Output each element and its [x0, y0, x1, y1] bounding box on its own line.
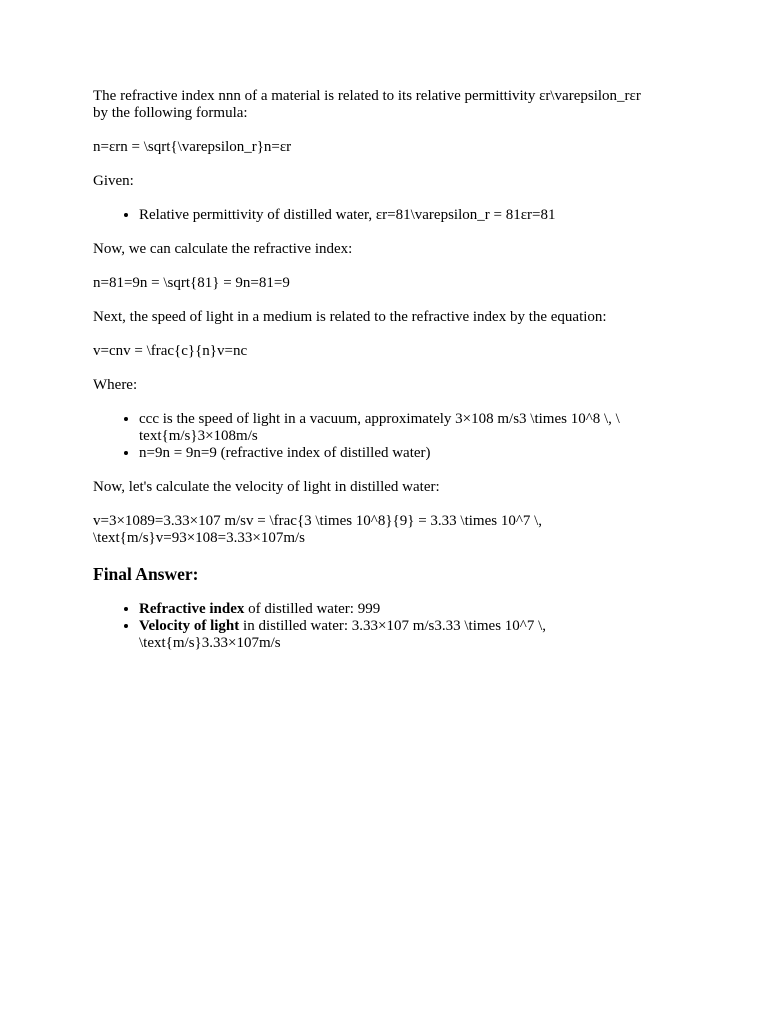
intro-paragraph — [93, 88, 672, 122]
given-list — [93, 207, 672, 224]
final-item-1-rest: of distilled water: 999 — [244, 601, 381, 617]
final-answer-list — [93, 601, 672, 652]
formula-4-line-2: \text{m/s}v=93×108=3.33×107m/s — [93, 530, 305, 546]
where-item-1-line-2: text{m/s}3×108m/s — [139, 428, 258, 444]
given-list-item: • Relative permittivity of distilled water, εr=81\varepsilon_r = 81εr=81 — [139, 207, 672, 224]
formula-4-line-1: v=3×1089=3.33×107 m/sv = \frac{3 \times 10^8}{9} = 3.33 \times 10^7 \, — [93, 513, 543, 529]
formula-velocity-calc — [93, 513, 672, 547]
formula-velocity: v=cnv = \frac{c}{n}v=nc — [93, 343, 248, 359]
given-label: Given: — [93, 173, 134, 189]
final-answer-item-velocity — [139, 618, 672, 652]
final-answer-item-refractive — [139, 601, 672, 618]
speed-paragraph: Next, the speed of light in a medium is related to the refractive index by the equation: — [93, 309, 607, 325]
where-list-item-c — [139, 411, 672, 445]
velocity-intro: Now, let's calculate the velocity of light in distilled water: — [93, 479, 440, 495]
where-item-1-line-1: • ccc is the speed of light in a vacuum, approximately 3×108 m/s3 \times 10^8 \, \ — [139, 411, 620, 427]
intro-line-1: The refractive index nnn of a material is related to its relative permittivity εr\varepsilon_rεr — [93, 88, 641, 104]
final-item-2-bold: Velocity of light — [139, 618, 240, 634]
where-label: Where: — [93, 377, 138, 393]
final-item-2-rest-line-2: \text{m/s}3.33×107m/s — [139, 635, 281, 651]
where-list-item-n: • n=9n = 9n=9 (refractive index of distilled water) — [139, 445, 672, 462]
final-answer-heading: Final Answer: — [93, 564, 199, 584]
where-list — [93, 411, 672, 462]
calc-intro: Now, we can calculate the refractive index: — [93, 241, 353, 257]
final-item-1-bold: Refractive index — [139, 601, 245, 617]
formula-n-value: n=81=9n = \sqrt{81} = 9n=81=9 — [93, 275, 290, 291]
formula-refractive-index: n=εrn = \sqrt{\varepsilon_r}n=εr — [93, 139, 292, 155]
final-item-2-rest-line-1: in distilled water: 3.33×107 m/s3.33 \times 10^7 \, — [239, 618, 547, 634]
intro-line-2: by the following formula: — [93, 105, 248, 121]
